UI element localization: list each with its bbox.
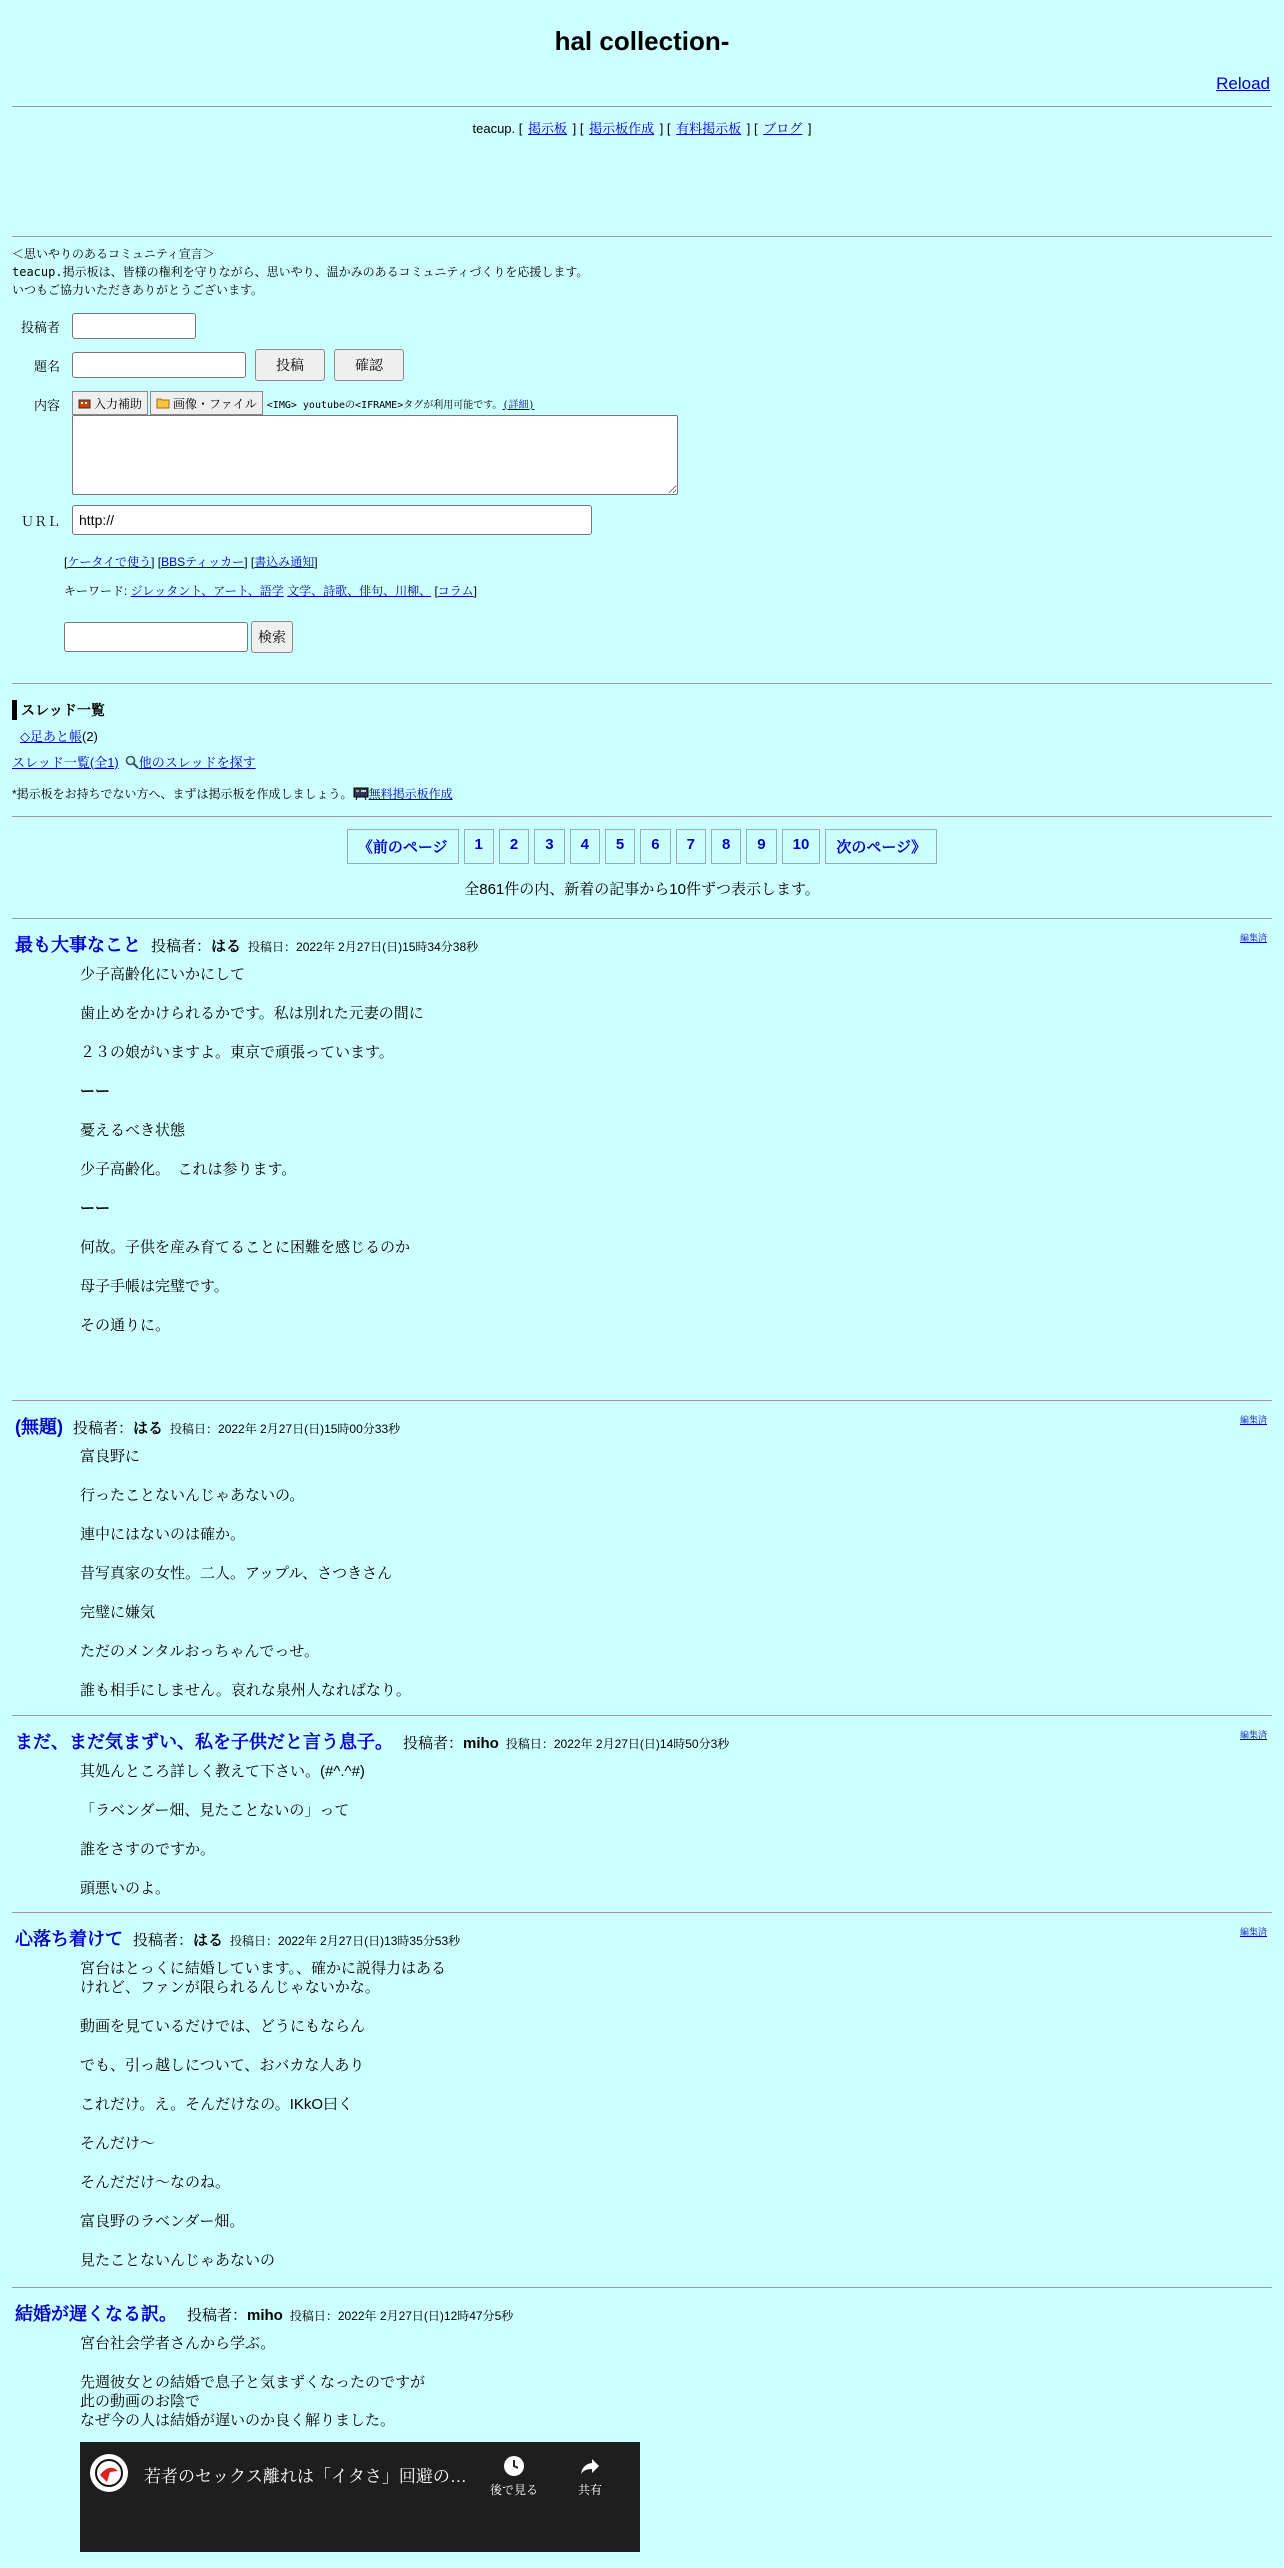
post-body — [80, 1447, 1272, 1700]
post-title[interactable]: 最も大事なこと — [15, 935, 141, 955]
next-page-button[interactable]: 次のページ》 — [825, 829, 937, 864]
post-line: 歯止めをかけられるかです。私は別れた元妻の間に — [80, 1005, 424, 1022]
post-line: 憂えるべき状態 — [80, 1122, 186, 1139]
post-line: 誰をさすのですか。 — [80, 1841, 216, 1858]
keyword-link[interactable]: コラム — [437, 584, 474, 598]
share-button[interactable] — [578, 2454, 602, 2498]
post-line: 動画を見ているだけでは、どうにもならん — [80, 2018, 366, 2035]
post-line: 誰も相手にしません。哀れな泉州人なればなり。 — [80, 1682, 411, 1699]
nav-paid-bbs-link[interactable]: 有料掲示板 — [676, 121, 742, 136]
post-line: ２３の娘がいますよ。東京で頑張っています。 — [80, 1044, 394, 1061]
search-bar — [64, 621, 1272, 653]
video-title[interactable]: 若者のセックス離れは「イタさ」回避の… — [144, 2467, 467, 2486]
page-4-button[interactable]: 4 — [570, 829, 600, 864]
post — [12, 2288, 1272, 2552]
input-assist-button[interactable] — [72, 391, 148, 415]
subject-label: 題名 — [33, 358, 60, 374]
post-line: ーー — [80, 1200, 111, 1217]
post-line: これだけ。え。そんだけなの。IKkO曰く — [80, 2096, 354, 2113]
author-label: 投稿者 — [20, 319, 60, 335]
community-declaration — [12, 237, 1272, 299]
nav-bbs-link[interactable]: 掲示板 — [528, 121, 568, 136]
post-author: miho — [247, 2307, 283, 2324]
divider — [12, 816, 1272, 817]
keywords: キーワード: ジレッタント、アート、語学 文学、詩歌、俳句、川柳、 [コラム] — [64, 584, 478, 598]
pagination — [12, 829, 1272, 864]
tag-hint — [267, 396, 535, 411]
post-author: はる — [193, 1932, 224, 1949]
top-nav: teacup. [ 掲示板 ] [ 掲示板作成 ] [ 有料掲示板 ] [ ブログ ] — [472, 121, 812, 136]
input-assist-label: 入力補助 — [94, 396, 143, 411]
share-icon — [578, 2454, 602, 2478]
author-label: 投稿者： — [403, 1735, 464, 1752]
thread-count: (2) — [82, 729, 98, 744]
post — [12, 919, 1272, 1400]
post-line: でも、引っ越しについて、おバカな人あり — [80, 2057, 365, 2074]
post-author: はる — [211, 938, 242, 955]
reload-link[interactable]: Reload — [1216, 74, 1270, 93]
author-input[interactable] — [72, 313, 196, 339]
post-title[interactable]: 心落ち着けて — [15, 1929, 123, 1949]
post-line: 富良野に — [80, 1448, 141, 1465]
magnifier-icon — [125, 755, 139, 769]
post-form — [12, 313, 1272, 535]
post-line: 宮台社会学者さんから学ぶ。 — [80, 2335, 276, 2352]
author-label: 投稿者： — [73, 1420, 134, 1437]
confirm-button[interactable]: 確認 — [334, 349, 404, 381]
folder-icon — [156, 397, 170, 409]
teacup-label: teacup. — [472, 121, 516, 136]
content-textarea[interactable] — [72, 415, 678, 495]
post-date: 投稿日：2022年 2月27日(日)13時35分53秒 — [230, 1934, 461, 1948]
post-line: ーー — [80, 1083, 111, 1100]
create-bbs-line — [12, 785, 1272, 802]
watch-later-label: 後で見る — [490, 2483, 539, 2497]
search-button[interactable]: 検索 — [251, 621, 293, 653]
url-input[interactable] — [72, 505, 592, 535]
youtube-embed[interactable] — [80, 2442, 640, 2552]
post-line: その通りに。 — [80, 1317, 171, 1334]
free-bbs-create-link[interactable]: 無料掲示板作成 — [368, 787, 453, 801]
thread-links — [12, 752, 1272, 771]
post-line: 富良野のラベンダー畑。 — [80, 2213, 245, 2230]
declaration-thanks: いつもご協力いただきありがとうございます。 — [12, 283, 264, 297]
post-line: そんだけ～ — [80, 2135, 156, 2152]
tag-hint-text: <IMG> youtubeの<IFRAME>タグが利用可能です。 — [266, 399, 503, 411]
keyword-link[interactable]: ジレッタント、アート、語学 — [130, 584, 284, 598]
edit-link[interactable]: 編集済 — [1239, 1730, 1267, 1740]
post-author: はる — [133, 1420, 164, 1437]
post-body — [80, 965, 1272, 1335]
page-6-button[interactable]: 6 — [640, 829, 670, 864]
post-line: 頭悪いのよ。 — [80, 1880, 171, 1897]
author-label: 投稿者： — [151, 938, 212, 955]
post-line: 「ラベンダー畑、見たことないの」って — [80, 1802, 350, 1819]
edit-link[interactable]: 編集済 — [1239, 1927, 1267, 1937]
all-threads-link[interactable]: スレッド一覧(全1) — [12, 755, 119, 770]
bbs-icon — [353, 787, 369, 801]
post-line: 其処んところ詳しく教えて下さい。(#^.^#) — [80, 1763, 365, 1780]
mobile-link[interactable]: ケータイで使う — [67, 555, 152, 569]
post-line: 宮台はとっくに結婚しています。、確かに説得力はある けれど、ファンが限られるんじゃないかな。 — [80, 1960, 447, 1996]
post-date: 投稿日：2022年 2月27日(日)12時47分5秒 — [289, 2309, 514, 2323]
keyword-link[interactable]: 文学、詩歌、俳句、川柳、 — [287, 584, 432, 598]
post-line: 連中にはないのは確か。 — [80, 1526, 246, 1543]
page-7-button[interactable]: 7 — [676, 829, 706, 864]
post-line: ただのメンタルおっちゃんでっせ。 — [80, 1643, 319, 1660]
thread-link[interactable]: ◇足あと帳 — [20, 729, 82, 744]
declaration-text: teacup.掲示板は、皆様の権利を守りながら、思いやり、温かみのあるコミュニティづくりを応援します。 — [12, 265, 589, 279]
subject-input[interactable] — [72, 352, 246, 378]
page-9-button[interactable]: 9 — [746, 829, 776, 864]
post-body — [80, 1762, 1272, 1898]
thread-item — [12, 726, 1272, 745]
post-line: 完璧に嫌気 — [80, 1604, 156, 1621]
post-line: 少子高齢化。 これは参ります。 — [80, 1161, 297, 1178]
post-line: 昔写真家の女性。二人。アップル、さつきさん — [80, 1565, 393, 1582]
notify-link[interactable]: 書込み通知 — [254, 555, 315, 569]
prev-page-button[interactable]: 《前のページ — [347, 829, 459, 864]
post — [12, 1913, 1272, 2287]
ad-space — [12, 148, 1272, 236]
find-threads-link[interactable]: 他のスレッドを探す — [138, 755, 256, 770]
declaration-title: ＜思いやりのあるコミュニティ宣言＞ — [12, 247, 215, 261]
channel-logo-icon — [90, 2454, 128, 2492]
page-1-button[interactable]: 1 — [464, 829, 494, 864]
post-title[interactable]: 結婚が遅くなる訳。 — [15, 2304, 177, 2324]
keyword-label: キーワード: — [64, 584, 128, 598]
nav-create-bbs-link[interactable]: 掲示板作成 — [589, 121, 655, 136]
author-label: 投稿者： — [133, 1932, 194, 1949]
thread-list-heading: スレッド一覧 — [12, 700, 1272, 720]
post-date: 投稿日：2022年 2月27日(日)14時50分3秒 — [505, 1737, 730, 1751]
post-line: そんだだけ～なのね。 — [80, 2174, 231, 2191]
divider — [12, 683, 1272, 684]
post-line: 先週彼女との結婚で息子と気まずくなったのですが 此の動画のお陰で なぜ今の人は結婚が遅いのか良く解りました。 — [80, 2374, 426, 2429]
page-10-button[interactable]: 10 — [782, 829, 821, 864]
edit-link[interactable]: 編集済 — [1239, 1415, 1267, 1425]
post — [12, 1401, 1272, 1715]
page-2-button[interactable]: 2 — [499, 829, 529, 864]
post-line: 母子手帳は完璧です。 — [80, 1278, 229, 1295]
image-file-button[interactable] — [150, 391, 263, 415]
post-line: 行ったことないんじゃあないの。 — [80, 1487, 305, 1504]
post-body — [80, 1959, 1272, 2270]
edit-link[interactable]: 編集済 — [1239, 933, 1267, 943]
page-8-button[interactable]: 8 — [711, 829, 741, 864]
author-label: 投稿者： — [187, 2307, 248, 2324]
page-5-button[interactable]: 5 — [605, 829, 635, 864]
post-author: miho — [463, 1735, 499, 1752]
post-title[interactable]: まだ、まだ気まずい、私を子供だと言う息子。 — [15, 1732, 393, 1752]
post-line: 少子高齢化にいかにして — [80, 966, 246, 983]
nav-blog-link[interactable]: ブログ — [763, 121, 803, 136]
search-input[interactable] — [64, 622, 248, 652]
watch-later-button[interactable] — [490, 2454, 538, 2498]
post-count-text: 全861件の内、新着の記事から10件ずつ表示します。 — [464, 881, 820, 898]
tool-links: [ケータイで使う] [BBSティッカー] [書込み通知] — [64, 555, 318, 569]
post-body — [80, 2334, 1272, 2552]
tag-detail-link[interactable]: (詳細) — [502, 399, 535, 411]
create-bbs-text: *掲示板をお持ちでない方へ、まずは掲示板を作成しましょう。 — [12, 787, 353, 801]
bbs-ticker-link[interactable]: BBSティッカー — [161, 555, 245, 569]
image-file-label: 画像・ファイル — [173, 396, 257, 411]
url-label: ＵＲＬ — [20, 513, 60, 529]
post-date: 投稿日：2022年 2月27日(日)15時34分38秒 — [248, 940, 479, 954]
post-date: 投稿日：2022年 2月27日(日)15時00分33秒 — [170, 1422, 401, 1436]
keyboard-icon — [78, 397, 91, 410]
submit-button[interactable]: 投稿 — [255, 349, 325, 381]
post — [12, 1716, 1272, 1912]
post-title[interactable]: (無題) — [15, 1417, 63, 1437]
post-line: 見たことないんじゃあないの — [80, 2252, 276, 2269]
page-title: hal collection- — [554, 26, 730, 56]
content-label: 内容 — [33, 398, 60, 413]
share-label: 共有 — [578, 2483, 603, 2497]
clock-icon — [502, 2454, 526, 2478]
post-line: 何故。子供を産み育てることに困難を感じるのか — [80, 1239, 411, 1256]
page-3-button[interactable]: 3 — [534, 829, 564, 864]
